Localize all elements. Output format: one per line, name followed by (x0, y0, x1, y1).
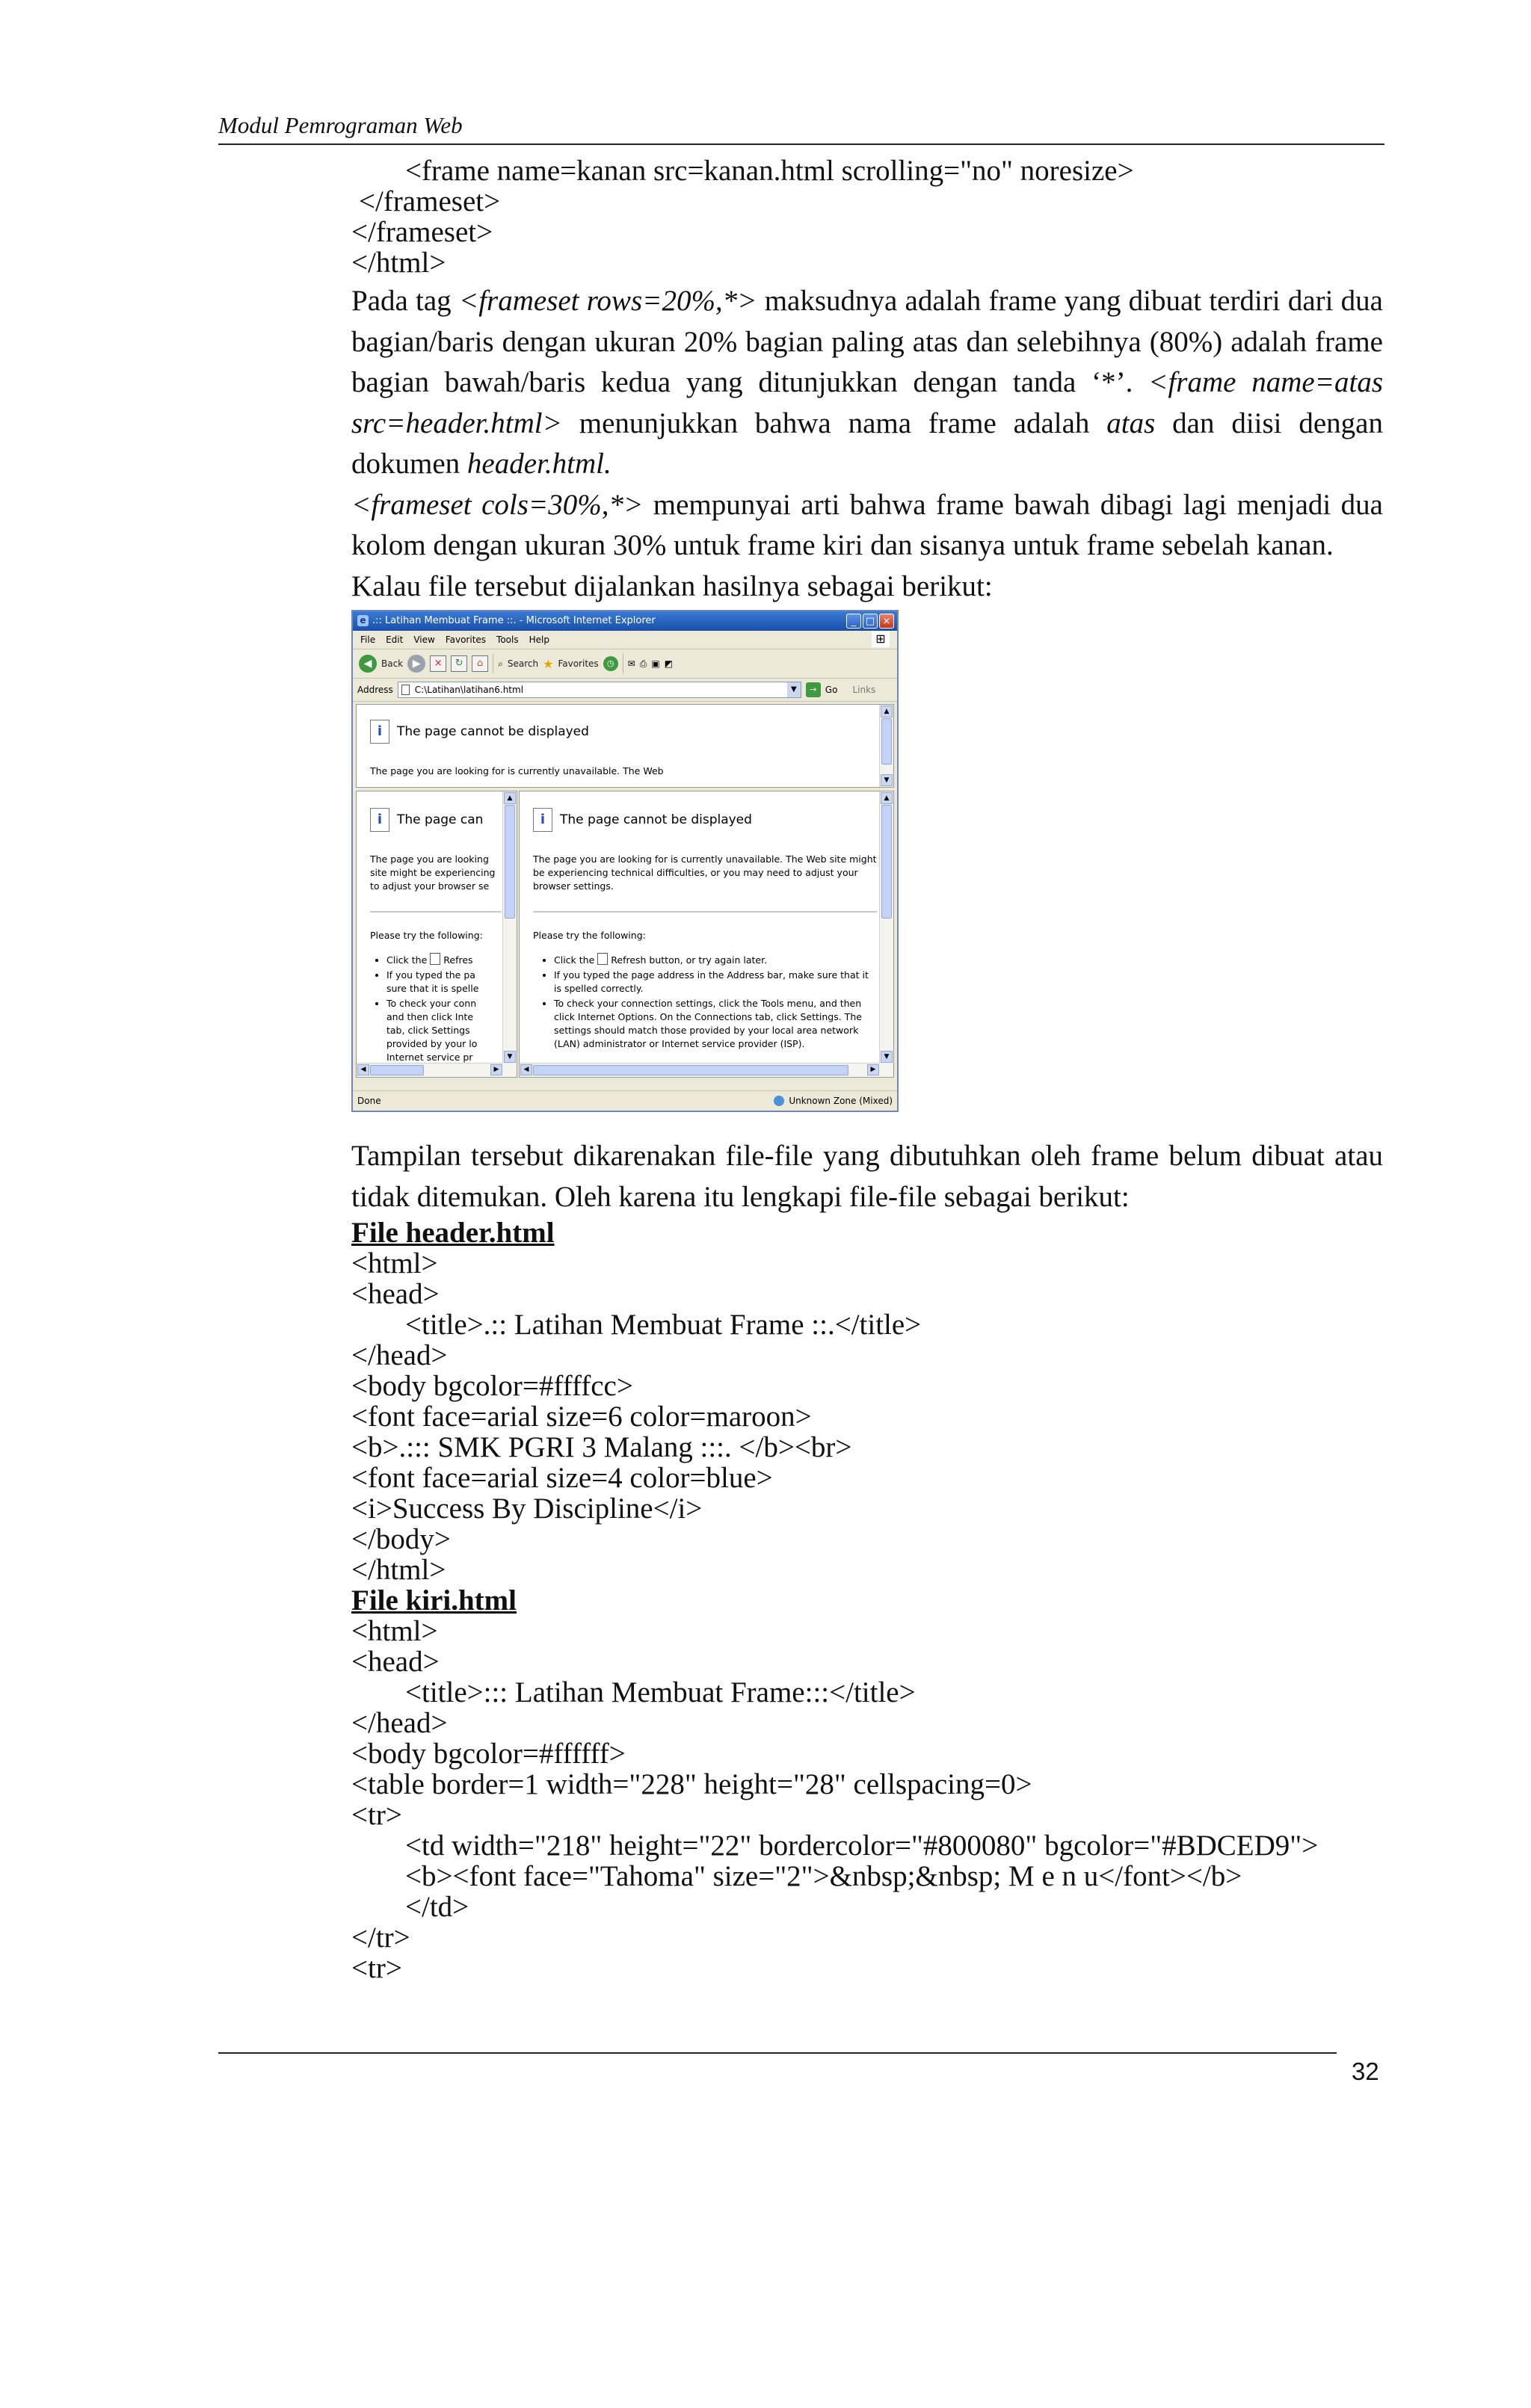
info-icon: i (370, 720, 389, 744)
scroll-down-icon[interactable]: ▼ (504, 1051, 516, 1063)
scroll-thumb[interactable] (370, 1065, 424, 1075)
window-title: .:: Latihan Membuat Frame ::. - Microsoft Internet Explorer (372, 615, 656, 626)
search-icon[interactable]: ⌕ (498, 658, 503, 669)
edit-icon[interactable]: ▣ (651, 658, 660, 669)
error-title: The page cannot be displayed (397, 724, 589, 739)
text: menunjukkan bahwa nama frame adalah (561, 407, 1107, 439)
frame-right (519, 791, 894, 1078)
maximize-icon[interactable]: □ (863, 614, 878, 629)
forward-arrow-icon[interactable]: ▶ (407, 655, 425, 673)
code-line: </head> (351, 1339, 448, 1371)
menu-edit[interactable]: Edit (386, 635, 404, 645)
code-line: </frameset> (351, 216, 493, 248)
menu-file[interactable]: File (360, 635, 376, 645)
horizontal-scrollbar[interactable] (357, 1063, 503, 1077)
paragraph-intro-screenshot: Kalau file tersebut dijalankan hasilnya sebagai berikut: (351, 569, 993, 602)
list-item (554, 953, 877, 967)
tag-text: <frame name=atas src=header.html> (351, 366, 1384, 439)
code-line: <td width="218" height="22" bordercolor="#800080" bgcolor="#BDCED9"> (405, 1830, 1319, 1862)
code-line: <font face=arial size=4 color=blue> (351, 1462, 773, 1494)
code-line: </html> (351, 1554, 446, 1586)
tag-text: <frameset rows=20%,*> (458, 285, 757, 317)
status-bar (353, 1090, 897, 1111)
vertical-scrollbar[interactable] (879, 791, 893, 1077)
error-title-cut: The page can (397, 812, 484, 827)
text: To check your conn (386, 998, 477, 1009)
info-icon: i (533, 808, 552, 832)
code-line: </frameset> (359, 185, 501, 217)
error-text: The page you are looking for is currently unavailable. The Web site might be experiencing technical difficulties, or you may need to adjust your browser settings. (533, 853, 877, 892)
scroll-up-icon[interactable]: ▲ (881, 706, 893, 717)
media-icon[interactable]: ◷ (603, 656, 618, 671)
status-text: Done (357, 1096, 381, 1106)
text: Click the (554, 954, 595, 966)
window-titlebar (353, 611, 897, 631)
code-line: <b><font face="Tahoma" size="2">&nbsp;&nbsp; M e n u</font></b> (405, 1860, 1242, 1892)
print-icon[interactable]: ⎙ (639, 658, 647, 669)
text: tab, click Settings (386, 1025, 470, 1036)
menu-bar (353, 631, 897, 649)
code-line: </head> (351, 1707, 448, 1739)
close-icon[interactable]: × (879, 614, 894, 629)
text: dan diisi dengan dokumen (351, 407, 1383, 480)
list-item: • To check your connection settings, click the Tools menu, and then click Internet Options. On the Connections tab, click Settings. The settings should match those provided by your local area network (LAN) administrator or Internet service provider (ISP). (554, 997, 877, 1051)
code-line: <title>::: Latihan Membuat Frame:::</title> (405, 1676, 916, 1708)
text: Click the (386, 954, 428, 966)
messenger-icon[interactable]: ◩ (664, 658, 674, 669)
refresh-page-icon (597, 953, 608, 965)
text: and then click Inte (386, 1011, 474, 1022)
code-line: </td> (405, 1891, 469, 1923)
text: provided by your lo (386, 1038, 478, 1049)
page-number: 32 (1352, 2057, 1379, 2085)
favorites-label[interactable]: Favorites (558, 658, 599, 669)
code-line: <i>Success By Discipline</i> (351, 1492, 703, 1525)
vertical-scrollbar[interactable] (879, 705, 893, 787)
divider (533, 911, 877, 913)
code-line: <tr> (351, 1952, 402, 1984)
scroll-thumb[interactable] (881, 718, 892, 765)
paragraph-frameset-rows (351, 281, 1383, 485)
code-line: <body bgcolor=#ffffcc> (351, 1370, 633, 1402)
text: Refres (443, 954, 473, 966)
paragraph-frameset-cols (351, 485, 1383, 567)
address-bar (353, 679, 897, 702)
tag-text: <frameset cols=30%,*> (351, 488, 644, 521)
paragraph-explanation: Tampilan tersebut dikarenakan file-file yang dibutuhkan oleh frame belum dibuat atau tidak ditemukan. Oleh karena itu lengkapi file-file sebagai berikut: (351, 1140, 1383, 1213)
emphasis: atas (1106, 407, 1156, 439)
error-title: The page cannot be displayed (560, 812, 752, 827)
page-content (351, 155, 1383, 1983)
menu-view[interactable]: View (413, 635, 435, 645)
favorites-star-icon[interactable]: ★ (543, 656, 554, 671)
code-line: <body bgcolor=#ffffff> (351, 1738, 626, 1770)
search-label[interactable]: Search (507, 658, 539, 669)
scroll-down-icon[interactable]: ▼ (881, 1051, 893, 1063)
frame-top (356, 704, 894, 788)
error-text-line: The page you are looking (370, 853, 489, 865)
go-button[interactable]: Go (825, 684, 838, 695)
menu-favorites[interactable]: Favorites (445, 635, 487, 645)
footer-rule (218, 2052, 1337, 2054)
toolbar (353, 649, 897, 679)
running-header: Modul Pemrograman Web (218, 109, 1384, 145)
text: If you typed the pa (386, 969, 475, 981)
scroll-right-icon[interactable]: ▶ (490, 1064, 502, 1075)
code-line: <tr> (351, 1799, 402, 1831)
code-line: <frame name=kanan src=kanan.html scrolling="no" noresize> (405, 155, 1134, 187)
scroll-up-icon[interactable]: ▲ (881, 792, 893, 804)
windows-flag-icon: ⊞ (872, 631, 890, 647)
list-item (386, 953, 502, 967)
divider (370, 911, 502, 913)
section-title-kiri-html: File kiri.html (351, 1584, 517, 1617)
code-line: </body> (351, 1523, 451, 1555)
vertical-scrollbar[interactable] (502, 791, 517, 1077)
home-icon[interactable]: ⌂ (472, 655, 488, 672)
stop-icon[interactable]: × (430, 655, 446, 672)
back-arrow-icon[interactable]: ◀ (359, 655, 377, 673)
try-label: Please try the following: (533, 930, 646, 941)
go-arrow-icon[interactable]: → (806, 682, 821, 697)
code-line: <head> (351, 1278, 440, 1310)
code-line: <table border=1 width="228" height="28" cellspacing=0> (351, 1768, 1032, 1800)
info-icon: i (370, 808, 389, 832)
emphasis: header.html. (466, 448, 612, 480)
scroll-thumb[interactable] (505, 805, 515, 919)
scroll-left-icon[interactable]: ◀ (520, 1064, 532, 1075)
scroll-left-icon[interactable]: ◀ (357, 1064, 369, 1075)
address-input[interactable] (398, 682, 801, 698)
scroll-thumb[interactable] (881, 805, 892, 919)
status-zone: Unknown Zone (Mixed) (771, 1091, 893, 1111)
error-text-line: to adjust your browser se (370, 880, 490, 892)
code-line: </tr> (351, 1921, 410, 1954)
text: Refresh button, or try again later. (611, 954, 768, 966)
frame-left (356, 791, 517, 1078)
list-item: • If you typed the page address in the Address bar, make sure that it is spelled correctly. (554, 969, 877, 995)
text: maksudnya adalah frame yang dibuat terdiri dari dua bagian/baris dengan ukuran 20% bagian paling atas dan selebihnya (80%) adalah frame bagian bawah/baris kedua yang ditunjukkan dengan tanda ‘*’. (351, 285, 1383, 398)
ie-icon: e (357, 615, 369, 626)
refresh-icon[interactable]: ↻ (451, 655, 467, 672)
menu-tools[interactable]: Tools (496, 635, 519, 645)
list-item (386, 969, 502, 995)
horizontal-scrollbar[interactable] (520, 1063, 880, 1077)
address-value: C:\Latihan\latihan6.html (414, 685, 524, 695)
browser-screenshot (351, 610, 899, 1112)
code-line: <font face=arial size=6 color=maroon> (351, 1401, 812, 1433)
text: Internet service pr (386, 1052, 473, 1063)
page-icon (401, 685, 410, 695)
mail-icon[interactable]: ✉ (627, 658, 635, 669)
back-label[interactable]: Back (381, 658, 404, 669)
error-text-line: site might be experiencing (370, 867, 496, 878)
menu-help[interactable]: Help (529, 635, 549, 645)
section-title-header-html: File header.html (351, 1217, 555, 1249)
code-line: <title>.:: Latihan Membuat Frame ::.</title> (405, 1309, 922, 1341)
chevron-down-icon[interactable]: ▼ (787, 682, 801, 697)
links-label[interactable]: Links (852, 684, 876, 695)
scroll-down-icon[interactable]: ▼ (881, 774, 893, 786)
minimize-icon[interactable]: _ (846, 614, 861, 629)
text: Pada tag (351, 285, 459, 317)
error-text: The page you are looking for is currently unavailable. The Web (370, 765, 664, 777)
code-line: <head> (351, 1646, 440, 1678)
scroll-thumb[interactable] (533, 1065, 848, 1075)
code-line: </html> (351, 247, 446, 279)
text: mempunyai arti bahwa frame bawah dibagi lagi menjadi dua kolom dengan ukuran 30% untuk frame kiri dan sisanya untuk frame sebelah kanan. (351, 488, 1383, 561)
address-label: Address (357, 684, 393, 695)
list-item (386, 997, 502, 1064)
scroll-up-icon[interactable]: ▲ (504, 792, 516, 804)
code-line: <html> (351, 1247, 438, 1279)
refresh-page-icon (430, 953, 440, 965)
code-line: <html> (351, 1615, 438, 1647)
scroll-right-icon[interactable]: ▶ (867, 1064, 879, 1075)
code-line: <b>.::: SMK PGRI 3 Malang :::. </b><br> (351, 1431, 852, 1463)
text: sure that it is spelle (386, 983, 479, 994)
try-label: Please try the following: (370, 930, 483, 941)
